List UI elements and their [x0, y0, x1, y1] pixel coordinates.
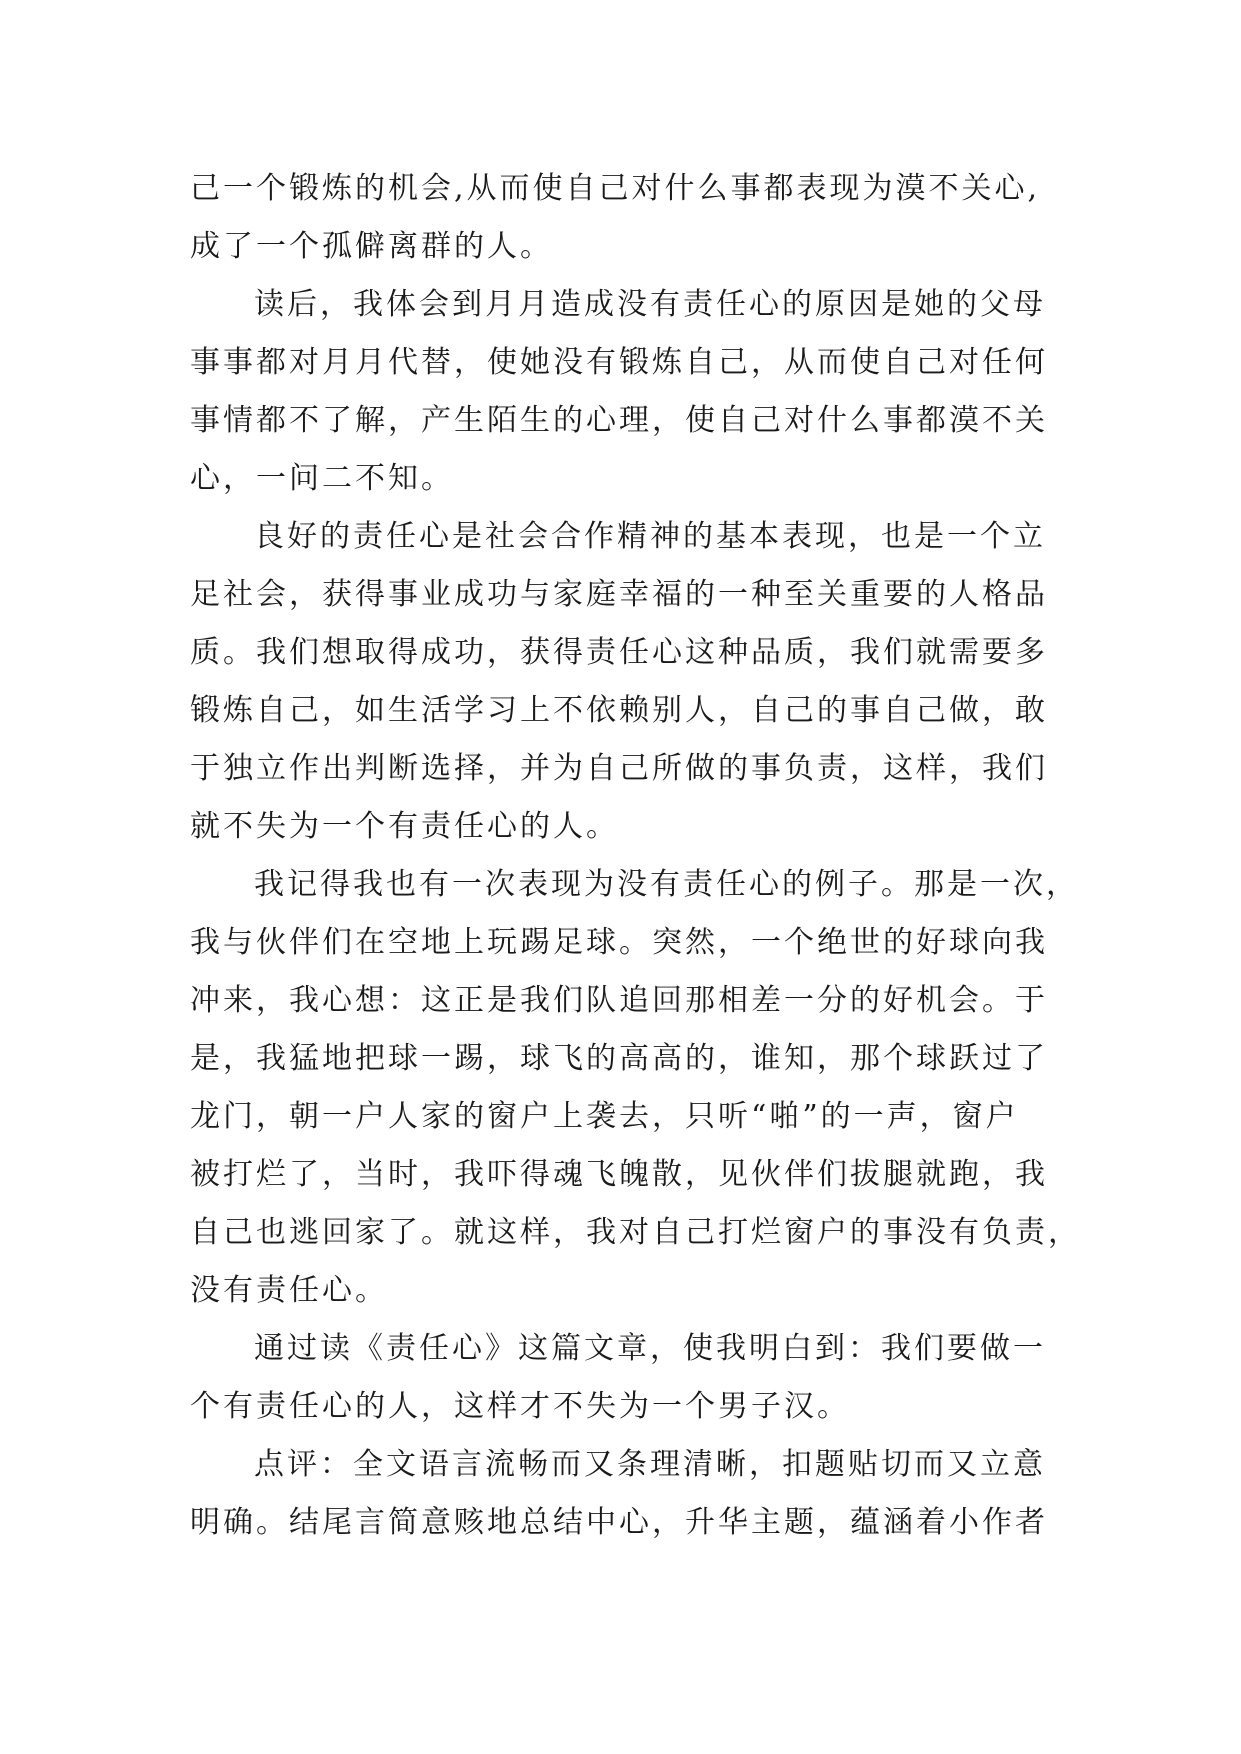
paragraph-3	[190, 508, 1050, 856]
text-line: 良好的责任心是社会合作精神的基本表现，也是一个立	[254, 519, 1046, 554]
text-line: 点评：全文语言流畅而又条理清晰，扣题贴切而又立意	[254, 1447, 1046, 1482]
document-body	[190, 160, 1081, 1552]
text-line: 就不失为一个有责任心的人。	[190, 809, 619, 844]
text-line: 锻炼自己，如生活学习上不依赖别人，自己的事自己做，敢	[190, 693, 1048, 728]
text-line: 于独立作出判断选择，并为自己所做的事负责，这样，我们	[190, 751, 1048, 786]
paragraph-4	[190, 856, 1081, 1320]
text-line: 被打烂了，当时，我吓得魂飞魄散，见伙伴们拔腿就跑，我	[190, 1157, 1048, 1192]
text-line: 事事都对月月代替，使她没有锻炼自己，从而使自己对任何	[190, 345, 1048, 380]
text-line: 读后，我体会到月月造成没有责任心的原因是她的父母	[254, 287, 1046, 322]
text-line: 没有责任心。	[190, 1273, 388, 1308]
text-line: 己一个锻炼的机会,从而使自己对什么事都表现为漠不关心,	[190, 171, 1041, 206]
paragraph-1	[190, 160, 1050, 276]
text-line: 龙门，朝一户人家的窗户上袭去，只听“啪”的一声，窗户	[190, 1099, 1019, 1134]
text-line: 质。我们想取得成功，获得责任心这种品质，我们就需要多	[190, 635, 1048, 670]
text-line: 个有责任心的人，这样才不失为一个男子汉。	[190, 1389, 850, 1424]
text-line: 冲来，我心想：这正是我们队追回那相差一分的好机会。于	[190, 983, 1048, 1018]
text-line: 自己也逃回家了。就这样，我对自己打烂窗户的事没有负责，	[190, 1215, 1081, 1250]
text-line: 我与伙伴们在空地上玩踢足球。突然，一个绝世的好球向我	[190, 925, 1048, 960]
paragraph-2	[190, 276, 1050, 508]
text-line: 足社会，获得事业成功与家庭幸福的一种至关重要的人格品	[190, 577, 1048, 612]
text-line: 事情都不了解，产生陌生的心理，使自己对什么事都漠不关	[190, 403, 1048, 438]
text-line: 心，一问二不知。	[190, 461, 454, 496]
text-line: 我记得我也有一次表现为没有责任心的例子。那是一次，	[254, 867, 1079, 902]
paragraph-5	[190, 1320, 1050, 1436]
text-line: 成了一个孤僻离群的人。	[190, 229, 553, 264]
text-line: 是，我猛地把球一踢，球飞的高高的，谁知，那个球跃过了	[190, 1041, 1048, 1076]
text-line: 通过读《责任心》这篇文章，使我明白到：我们要做一	[254, 1331, 1046, 1366]
paragraph-6	[190, 1436, 1050, 1552]
text-line: 明确。结尾言简意赅地总结中心，升华主题，蕴涵着小作者	[190, 1505, 1048, 1540]
